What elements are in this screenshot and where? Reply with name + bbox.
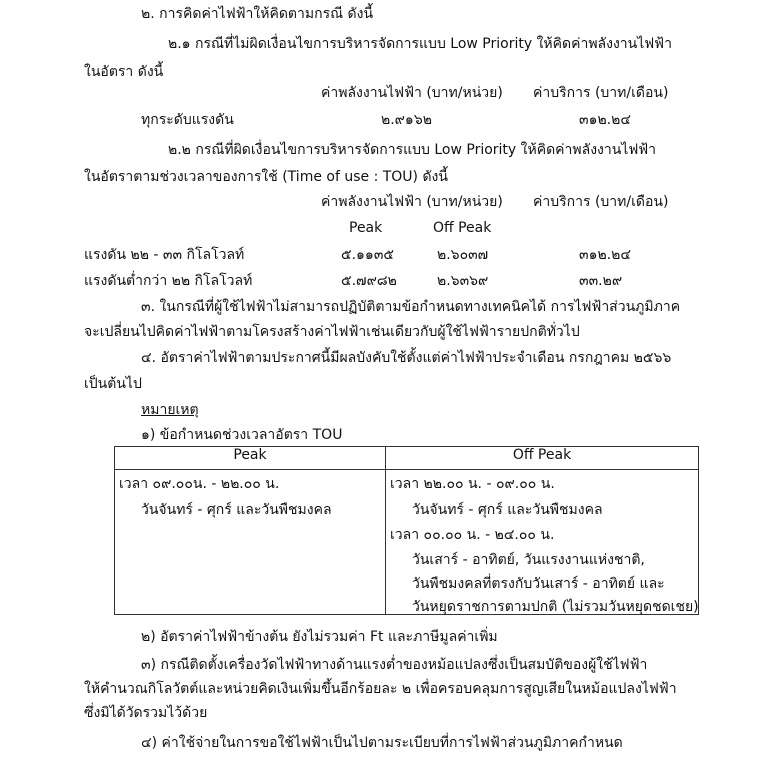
case-2-1-row-energy: ๒.๙๑๖๒	[381, 112, 432, 128]
case-2-2-col-service: ค่าบริการ (บาท/เดือน)	[533, 194, 669, 210]
tou-offpeak-cell	[386, 470, 699, 615]
rate-row-offpeak: ๒.๖๓๖๙	[437, 273, 489, 289]
rate-row-service: ๓๓.๒๙	[579, 273, 623, 289]
tou-offpeak-days-2b: วันพืชมงคลที่ตรงกับวันเสาร์ - อาทิตย์ และ	[412, 576, 665, 592]
section-2-heading: ๒. การคิดค่าไฟฟ้าให้คิดตามกรณี ดังนี้	[141, 6, 374, 22]
case-2-2-col-energy: ค่าพลังงานไฟฟ้า (บาท/หน่วย)	[321, 194, 503, 210]
note-3-line2: ให้คำนวณกิโลวัตต์และหน่วยคิดเงินเพิ่มขึ้นอีกร้อยละ ๒ เพื่อครอบคลุมการสูญเสียในหม้อแปลงไฟฟ้า	[84, 681, 677, 697]
note-2: ๒) อัตราค่าไฟฟ้าข้างต้น ยังไม่รวมค่า Ft และภาษีมูลค่าเพิ่ม	[141, 629, 498, 645]
rate-row-peak: ๕.๗๙๘๒	[341, 273, 397, 289]
rate-row-offpeak: ๒.๖๐๓๗	[437, 247, 489, 263]
tou-peak-days: วันจันทร์ - ศุกร์ และวันพืชมงคล	[141, 502, 332, 518]
tou-head-peak: Peak	[115, 447, 386, 470]
case-2-1-row-service: ๓๑๒.๒๔	[579, 112, 631, 128]
section-3-line2: จะเปลี่ยนไปคิดค่าไฟฟ้าตามโครงสร้างค่าไฟฟ้าเช่นเดียวกับผู้ใช้ไฟฟ้ารายปกติทั่วไป	[84, 324, 580, 340]
note-1: ๑) ข้อกำหนดช่วงเวลาอัตรา TOU	[141, 427, 343, 443]
rate-row-label: แรงดันต่ำกว่า ๒๒ กิโลโวลท์	[84, 273, 253, 289]
tou-offpeak-days-1: วันจันทร์ - ศุกร์ และวันพืชมงคล	[412, 502, 603, 518]
rate-row-service: ๓๑๒.๒๔	[579, 247, 631, 263]
tou-head-offpeak: Off Peak	[386, 447, 699, 470]
note-3-line1: ๓) กรณีติดตั้งเครื่องวัดไฟฟ้าทางด้านแรงต่ำของหม้อแปลงซึ่งเป็นสมบัติของผู้ใช้ไฟฟ้า	[141, 657, 648, 673]
rate-row-label: แรงดัน ๒๒ - ๓๓ กิโลโวลท์	[84, 247, 245, 263]
rate-row-peak: ๕.๑๑๓๕	[341, 247, 394, 263]
case-2-2-line1: ๒.๒ กรณีที่ผิดเงื่อนไขการบริหารจัดการแบบ Low Priority ให้คิดค่าพลังงานไฟฟ้า	[168, 142, 657, 158]
case-2-1-line2: ในอัตรา ดังนี้	[84, 64, 164, 80]
tou-peak-time: เวลา ๐๙.๐๐น. - ๒๒.๐๐ น.	[119, 476, 280, 492]
tou-offpeak-days-2a: วันเสาร์ - อาทิตย์, วันแรงงานแห่งชาติ,	[412, 552, 645, 568]
case-2-1-col-service: ค่าบริการ (บาท/เดือน)	[533, 85, 669, 101]
tou-table	[114, 446, 699, 615]
section-4-line1: ๔. อัตราค่าไฟฟ้าตามประกาศนี้มีผลบังคับใช้ตั้งแต่ค่าไฟฟ้าประจำเดือน กรกฎาคม ๒๕๖๖	[141, 350, 672, 366]
tou-peak-cell	[115, 470, 386, 615]
section-3-line1: ๓. ในกรณีที่ผู้ใช้ไฟฟ้าไม่สามารถปฏิบัติตามข้อกำหนดทางเทคนิคได้ การไฟฟ้าส่วนภูมิภาค	[141, 299, 681, 315]
note-4: ๔) ค่าใช้จ่ายในการขอใช้ไฟฟ้าเป็นไปตามระเบียบที่การไฟฟ้าส่วนภูมิภาคกำหนด	[141, 735, 623, 751]
case-2-2-sub-offpeak: Off Peak	[433, 220, 492, 236]
tou-offpeak-time-2: เวลา ๐๐.๐๐ น. - ๒๔.๐๐ น.	[390, 527, 555, 543]
tou-offpeak-time-1: เวลา ๒๒.๐๐ น. - ๐๙.๐๐ น.	[390, 476, 555, 492]
case-2-1-line1: ๒.๑ กรณีที่ไม่ผิดเงื่อนไขการบริหารจัดการแบบ Low Priority ให้คิดค่าพลังงานไฟฟ้า	[168, 36, 672, 52]
case-2-2-line2: ในอัตราตามช่วงเวลาของการใช้ (Time of use : TOU) ดังนี้	[84, 169, 448, 185]
tou-offpeak-days-2c: วันหยุดราชการตามปกติ (ไม่รวมวันหยุดชดเชย)	[412, 599, 699, 615]
section-4-line2: เป็นต้นไป	[84, 376, 142, 392]
case-2-2-sub-peak: Peak	[349, 220, 383, 236]
note-3-line3: ซึ่งมิได้วัดรวมไว้ด้วย	[84, 705, 208, 721]
case-2-1-col-energy: ค่าพลังงานไฟฟ้า (บาท/หน่วย)	[321, 85, 503, 101]
case-2-1-row-label: ทุกระดับแรงดัน	[141, 112, 234, 128]
notes-title: หมายเหตุ	[141, 402, 199, 418]
